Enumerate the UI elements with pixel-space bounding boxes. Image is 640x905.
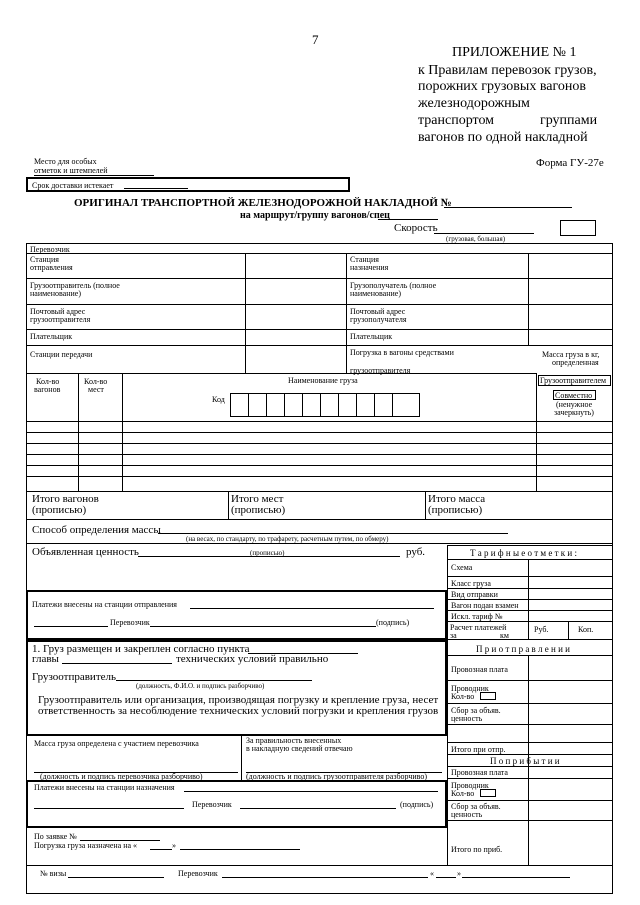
consignee-address-label-1: Почтовый адрес: [350, 307, 406, 316]
declared-value-label: Объявленная ценность: [32, 546, 139, 558]
cargo-name-header: Наименование груза: [288, 376, 358, 385]
tariff-calc-label-2b: км: [500, 631, 509, 640]
total-mass-label-1: Итого масса: [428, 493, 486, 505]
appendix-line-3: железнодорожным: [418, 96, 530, 111]
mass-method-hint: (на весах, по стандарту, по трафарету, расчетным путем, по обмеру): [186, 535, 389, 543]
tariff-calc-label-1: Расчет платежей: [450, 623, 507, 632]
payments-departure-carrier: Перевозчик: [110, 618, 150, 627]
visa-quote-open: «: [430, 869, 434, 878]
shipper-address-label-1: Почтовый адрес: [30, 307, 86, 316]
mass-carrier-hint: (должность и подпись перевозчика разборчиво): [40, 772, 203, 781]
declared-value-hint: (прописью): [250, 549, 285, 557]
mass-label-2: определенная: [552, 358, 599, 367]
visa-carrier-label: Перевозчик: [178, 869, 218, 878]
mass-strike-hint-1: (ненужное: [556, 400, 593, 409]
tariff-header: Т а р и ф н ы е о т м е т к и :: [470, 548, 577, 558]
total-mass-label-2: (прописью): [428, 504, 483, 516]
payments-destination-carrier: Перевозчик: [192, 800, 232, 809]
shipper-label-2: наименование): [30, 289, 82, 298]
consignee-label-2: наименование): [350, 289, 402, 298]
mass-method-label: Способ определения массы: [32, 524, 161, 536]
dep-station-label-2: отправления: [30, 263, 73, 272]
tariff-conductors-1: Проводник: [451, 684, 489, 693]
tariff-total-departure: Итого при отпр.: [451, 745, 506, 754]
tariff-conductors-arrival-2: Кол-во: [451, 789, 475, 798]
speed-label: Скорость: [394, 222, 438, 234]
correctness-hint: (должность и подпись грузоотправителя разборчиво): [246, 772, 428, 781]
appendix-line-4a: транспортом: [418, 113, 495, 128]
shipper-address-label-2: грузоотправителя: [30, 315, 91, 324]
payments-departure-label: Платежи внесены на станции отправления: [32, 600, 177, 609]
carrier-label: Перевозчик: [30, 245, 70, 254]
tariff-kop: Коп.: [578, 625, 594, 634]
tariff-declared-fee-2: ценность: [451, 714, 483, 723]
payments-destination-signature: (подпись): [400, 800, 434, 809]
mass-label-1: Масса груза в кг,: [542, 350, 600, 359]
mass-by-shipper-label: Грузоотправителем: [540, 376, 607, 385]
consignee-address-label-2: грузополучателя: [350, 315, 407, 324]
placement-shipper-label: Грузоотправитель: [32, 671, 117, 683]
placement-line-2b: технических условий правильно: [176, 653, 329, 665]
application-number-label: По заявке №: [34, 832, 77, 841]
placement-responsibility-2: ответственность за несоблюдение технических условий погрузки и крепления грузов: [38, 705, 439, 717]
total-places-label-2: (прописью): [231, 504, 286, 516]
dest-station-label-1: Станция: [350, 255, 379, 264]
payer-right-label: Плательщик: [350, 332, 393, 341]
speed-box[interactable]: [560, 220, 596, 236]
special-marks-2: отметок и штемпелей: [34, 166, 108, 175]
appendix-line-4b: группами: [540, 113, 598, 128]
tariff-freight-fee: Провозная плата: [451, 665, 508, 674]
tariff-conductors-arrival-1: Проводник: [451, 781, 489, 790]
tariff-cargo-class: Класс груза: [451, 579, 491, 588]
tariff-freight-fee-arrival: Провозная плата: [451, 768, 508, 777]
appendix-line-5: вагонов по одной накладной: [418, 130, 588, 145]
dest-station-label-2: назначения: [350, 263, 389, 272]
tariff-calc-label-2a: за: [450, 631, 457, 640]
tariff-conductors-arrival-box[interactable]: [480, 789, 496, 797]
tariff-on-departure: П р и о т п р а в л е н и и: [476, 644, 570, 654]
mass-strike-hint-2: зачеркнуть): [554, 408, 594, 417]
payments-departure-signature: (подпись): [376, 618, 410, 627]
speed-hint: (грузовая, большая): [446, 235, 506, 243]
tariff-wagon-instead: Вагон подан взамен: [451, 601, 519, 610]
payer-left-label: Плательщик: [30, 332, 73, 341]
total-wagons-label-2: (прописью): [32, 504, 87, 516]
waybill-title: ОРИГИНАЛ ТРАНСПОРТНОЙ ЖЕЛЕЗНОДОРОЖНОЙ НАКЛАДНОЙ №: [74, 197, 452, 209]
mass-carrier-label: Масса груза определена с участием перевозчика: [34, 739, 199, 748]
cargo-places-header-1: Кол-во: [84, 377, 108, 386]
tariff-declared-fee-arrival-2: ценность: [451, 810, 483, 819]
special-marks-1: Место для особых: [34, 157, 97, 166]
loading-means-label: Погрузка в вагоны средствами: [350, 348, 454, 357]
tariff-conductors-2: Кол-во: [451, 692, 475, 701]
application-loading-quote-close: »: [172, 841, 176, 850]
tariff-rub: Руб.: [534, 625, 549, 634]
loading-shipper-label: грузоотправителя: [350, 366, 411, 375]
total-places-label-1: Итого мест: [231, 493, 284, 505]
appendix-line-2: порожних грузовых вагонов: [418, 79, 586, 94]
tariff-on-arrival: П о п р и б ы т и и: [490, 756, 560, 766]
dep-station-label-1: Станция: [30, 255, 59, 264]
delivery-deadline-label: Срок доставки истекает: [32, 181, 114, 190]
tariff-shipment-type: Вид отправки: [451, 590, 498, 599]
appendix-line-1: к Правилам перевозок грузов,: [418, 63, 597, 78]
visa-quote-close: »: [457, 869, 461, 878]
payments-destination-label: Платежи внесены на станции назначения: [34, 783, 175, 792]
tariff-declared-fee-1: Сбор за объяв.: [451, 706, 501, 715]
mass-jointly-label: Совместно: [555, 391, 593, 400]
tariff-excl-tariff: Искл. тариф №: [451, 612, 503, 621]
cargo-wagons-header-2: вагонов: [34, 385, 61, 394]
tariff-conductors-box[interactable]: [480, 692, 496, 700]
form-code: Форма ГУ-27е: [536, 157, 604, 169]
tariff-total-arrival: Итого по приб.: [451, 845, 503, 854]
page-number: 7: [312, 32, 319, 47]
payments-departure-box: [26, 590, 447, 640]
cargo-places-header-2: мест: [88, 385, 104, 394]
appendix-title: ПРИЛОЖЕНИЕ № 1: [452, 45, 577, 60]
placement-line-1: 1. Груз размещен и закреплен согласно пункта: [32, 643, 250, 655]
correctness-line-2: в накладную сведений отвечаю: [246, 744, 353, 753]
correctness-line-1: За правильность внесенных: [246, 736, 342, 745]
application-loading-label: Погрузка груза назначена на «: [34, 841, 138, 850]
declared-rub-label: руб.: [406, 546, 426, 558]
consignee-label-1: Грузополучатель (полное: [350, 281, 437, 290]
placement-shipper-hint: (должность, Ф.И.О. и подпись разборчиво): [136, 682, 265, 690]
placement-responsibility-1: Грузоотправитель или организация, производящая погрузку и крепление груза, несет: [38, 694, 439, 706]
cargo-wagons-header-1: Кол-во: [36, 377, 60, 386]
transfer-stations-label: Станции передачи: [30, 350, 93, 359]
visa-label: № визы: [40, 869, 67, 878]
total-wagons-label-1: Итого вагонов: [32, 493, 99, 505]
placement-line-2a: главы: [32, 653, 59, 665]
tariff-scheme: Схема: [451, 563, 473, 572]
waybill-subtitle: на маршрут/группу вагонов/спец: [240, 210, 390, 221]
cargo-code-label: Код: [212, 395, 225, 404]
shipper-label-1: Грузоотправитель (полное: [30, 281, 120, 290]
tariff-declared-fee-arrival-1: Сбор за объяв.: [451, 802, 501, 811]
